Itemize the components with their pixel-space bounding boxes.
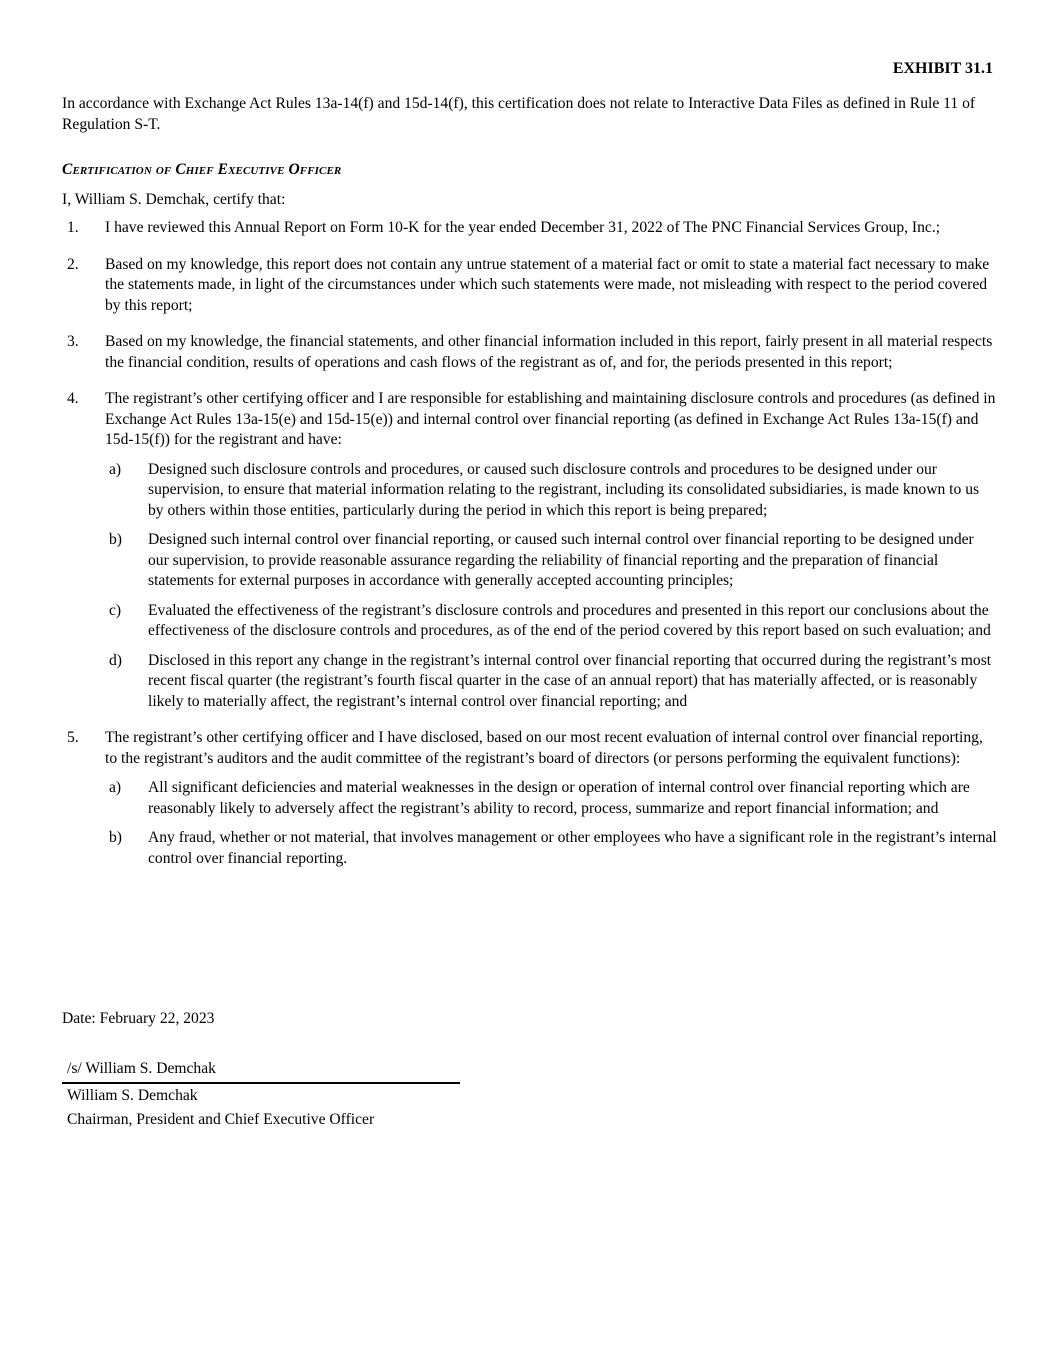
item-number: 5. xyxy=(67,729,79,746)
sub-item-text: Disclosed in this report any change in the registrant’s internal control over financial reporting that occurred during the registrant’s most recent fiscal quarter (the registrant’s fourth fiscal quarter in the case of an annual report) that has materially affected, or is reasonably likely to materially affect, the registrant’s internal control over financial reporting; and xyxy=(148,651,992,710)
signature-line: /s/ William S. Demchak xyxy=(62,1059,460,1084)
certification-list xyxy=(62,218,997,869)
item-text: The registrant’s other certifying officer and I have disclosed, based on our most recent evaluation of internal control over financial reporting, to the registrant’s auditors and the audit committee of the registrant’s board of directors (or persons performing the equivalent functions): xyxy=(105,729,983,767)
sub-list-item xyxy=(105,651,997,713)
intro-paragraph: In accordance with Exchange Act Rules 13a-14(f) and 15d-14(f), this certification does not relate to Interactive Data Files as defined in Rule 11 of Regulation S-T. xyxy=(62,95,976,133)
sub-item-letter: d) xyxy=(109,651,122,669)
sub-list-item xyxy=(105,778,997,819)
list-item xyxy=(62,389,997,712)
item-text: I have reviewed this Annual Report on Form 10-K for the year ended December 31, 2022 of The PNC Financial Services Group, Inc.; xyxy=(105,219,941,236)
signature-block xyxy=(62,1059,460,1131)
sub-item-letter: a) xyxy=(109,779,122,796)
list-item xyxy=(62,728,997,869)
sub-item-text: Evaluated the effectiveness of the registrant’s disclosure controls and procedures and presented in this report our conclusions about the effectiveness of the disclosure controls and procedures, as of the end of the period covered by this report based on such evaluation; and xyxy=(148,601,991,639)
sub-item-letter: a) xyxy=(109,460,122,478)
sub-list-item xyxy=(105,828,997,869)
list-item xyxy=(62,218,997,239)
sub-list-item xyxy=(105,460,997,522)
list-item xyxy=(62,332,997,373)
signature-date: Date: February 22, 2023 xyxy=(62,1010,215,1027)
item-number: 1. xyxy=(67,219,79,236)
list-item xyxy=(62,255,997,317)
sub-list xyxy=(105,460,997,713)
sub-item-text: Designed such internal control over financial reporting, or caused such internal control over financial reporting to be designed under our supervision, to provide reasonable assurance regarding the reliability of financial reporting and the preparation of financial statements for external purposes in accordance with generally accepted accounting principles; xyxy=(148,531,974,589)
sub-item-text: Any fraud, whether or not material, that involves management or other employees who have a significant role in the registrant’s internal control over financial reporting. xyxy=(148,829,997,867)
item-text: Based on my knowledge, the financial statements, and other financial information included in this report, fairly present in all material respects the financial condition, results of operations and cash flows of the registrant as of, and for, the periods presented in this report; xyxy=(105,333,993,371)
certification-heading: Certification of Chief Executive Officer xyxy=(62,161,342,178)
sub-item-letter: c) xyxy=(109,601,122,619)
certify-statement: I, William S. Demchak, certify that: xyxy=(62,191,286,208)
exhibit-label: EXHIBIT 31.1 xyxy=(892,60,993,77)
sub-item-text: Designed such disclosure controls and procedures, or caused such disclosure controls and procedures to be designed under our supervision, to ensure that material information relating to the registrant, including its consolidated subsidiaries, is made known to us by others within those entities, particularly during the period in which this report is being prepared; xyxy=(148,460,980,519)
signer-title: Chairman, President and Chief Executive Officer xyxy=(67,1111,375,1128)
signer-name: William S. Demchak xyxy=(67,1086,198,1104)
item-number: 4. xyxy=(67,390,79,407)
item-number: 2. xyxy=(67,255,79,273)
sub-item-text: All significant deficiencies and material weaknesses in the design or operation of internal control over financial reporting which are reasonably likely to adversely affect the registrant’s ability to record, process, summarize and report financial information; and xyxy=(148,779,970,817)
sub-list xyxy=(105,778,997,869)
sub-item-letter: b) xyxy=(109,531,122,548)
item-text: The registrant’s other certifying officer and I are responsible for establishing and maintaining disclosure controls and procedures (as defined in Exchange Act Rules 13a-15(e) and 15d-15(e)) and internal control over financial reporting (as defined in Exchange Act Rules 13a-15(f) and 15d-15(f)) for the registrant and have: xyxy=(105,390,996,448)
item-number: 3. xyxy=(67,333,79,350)
sub-list-item xyxy=(105,601,997,642)
sub-item-letter: b) xyxy=(109,829,122,846)
item-text: Based on my knowledge, this report does not contain any untrue statement of a material fact or omit to state a material fact necessary to make the statements made, in light of the circumstances under which such statements were made, not misleading with respect to the period covered by this report; xyxy=(105,255,990,314)
sub-list-item xyxy=(105,530,997,592)
